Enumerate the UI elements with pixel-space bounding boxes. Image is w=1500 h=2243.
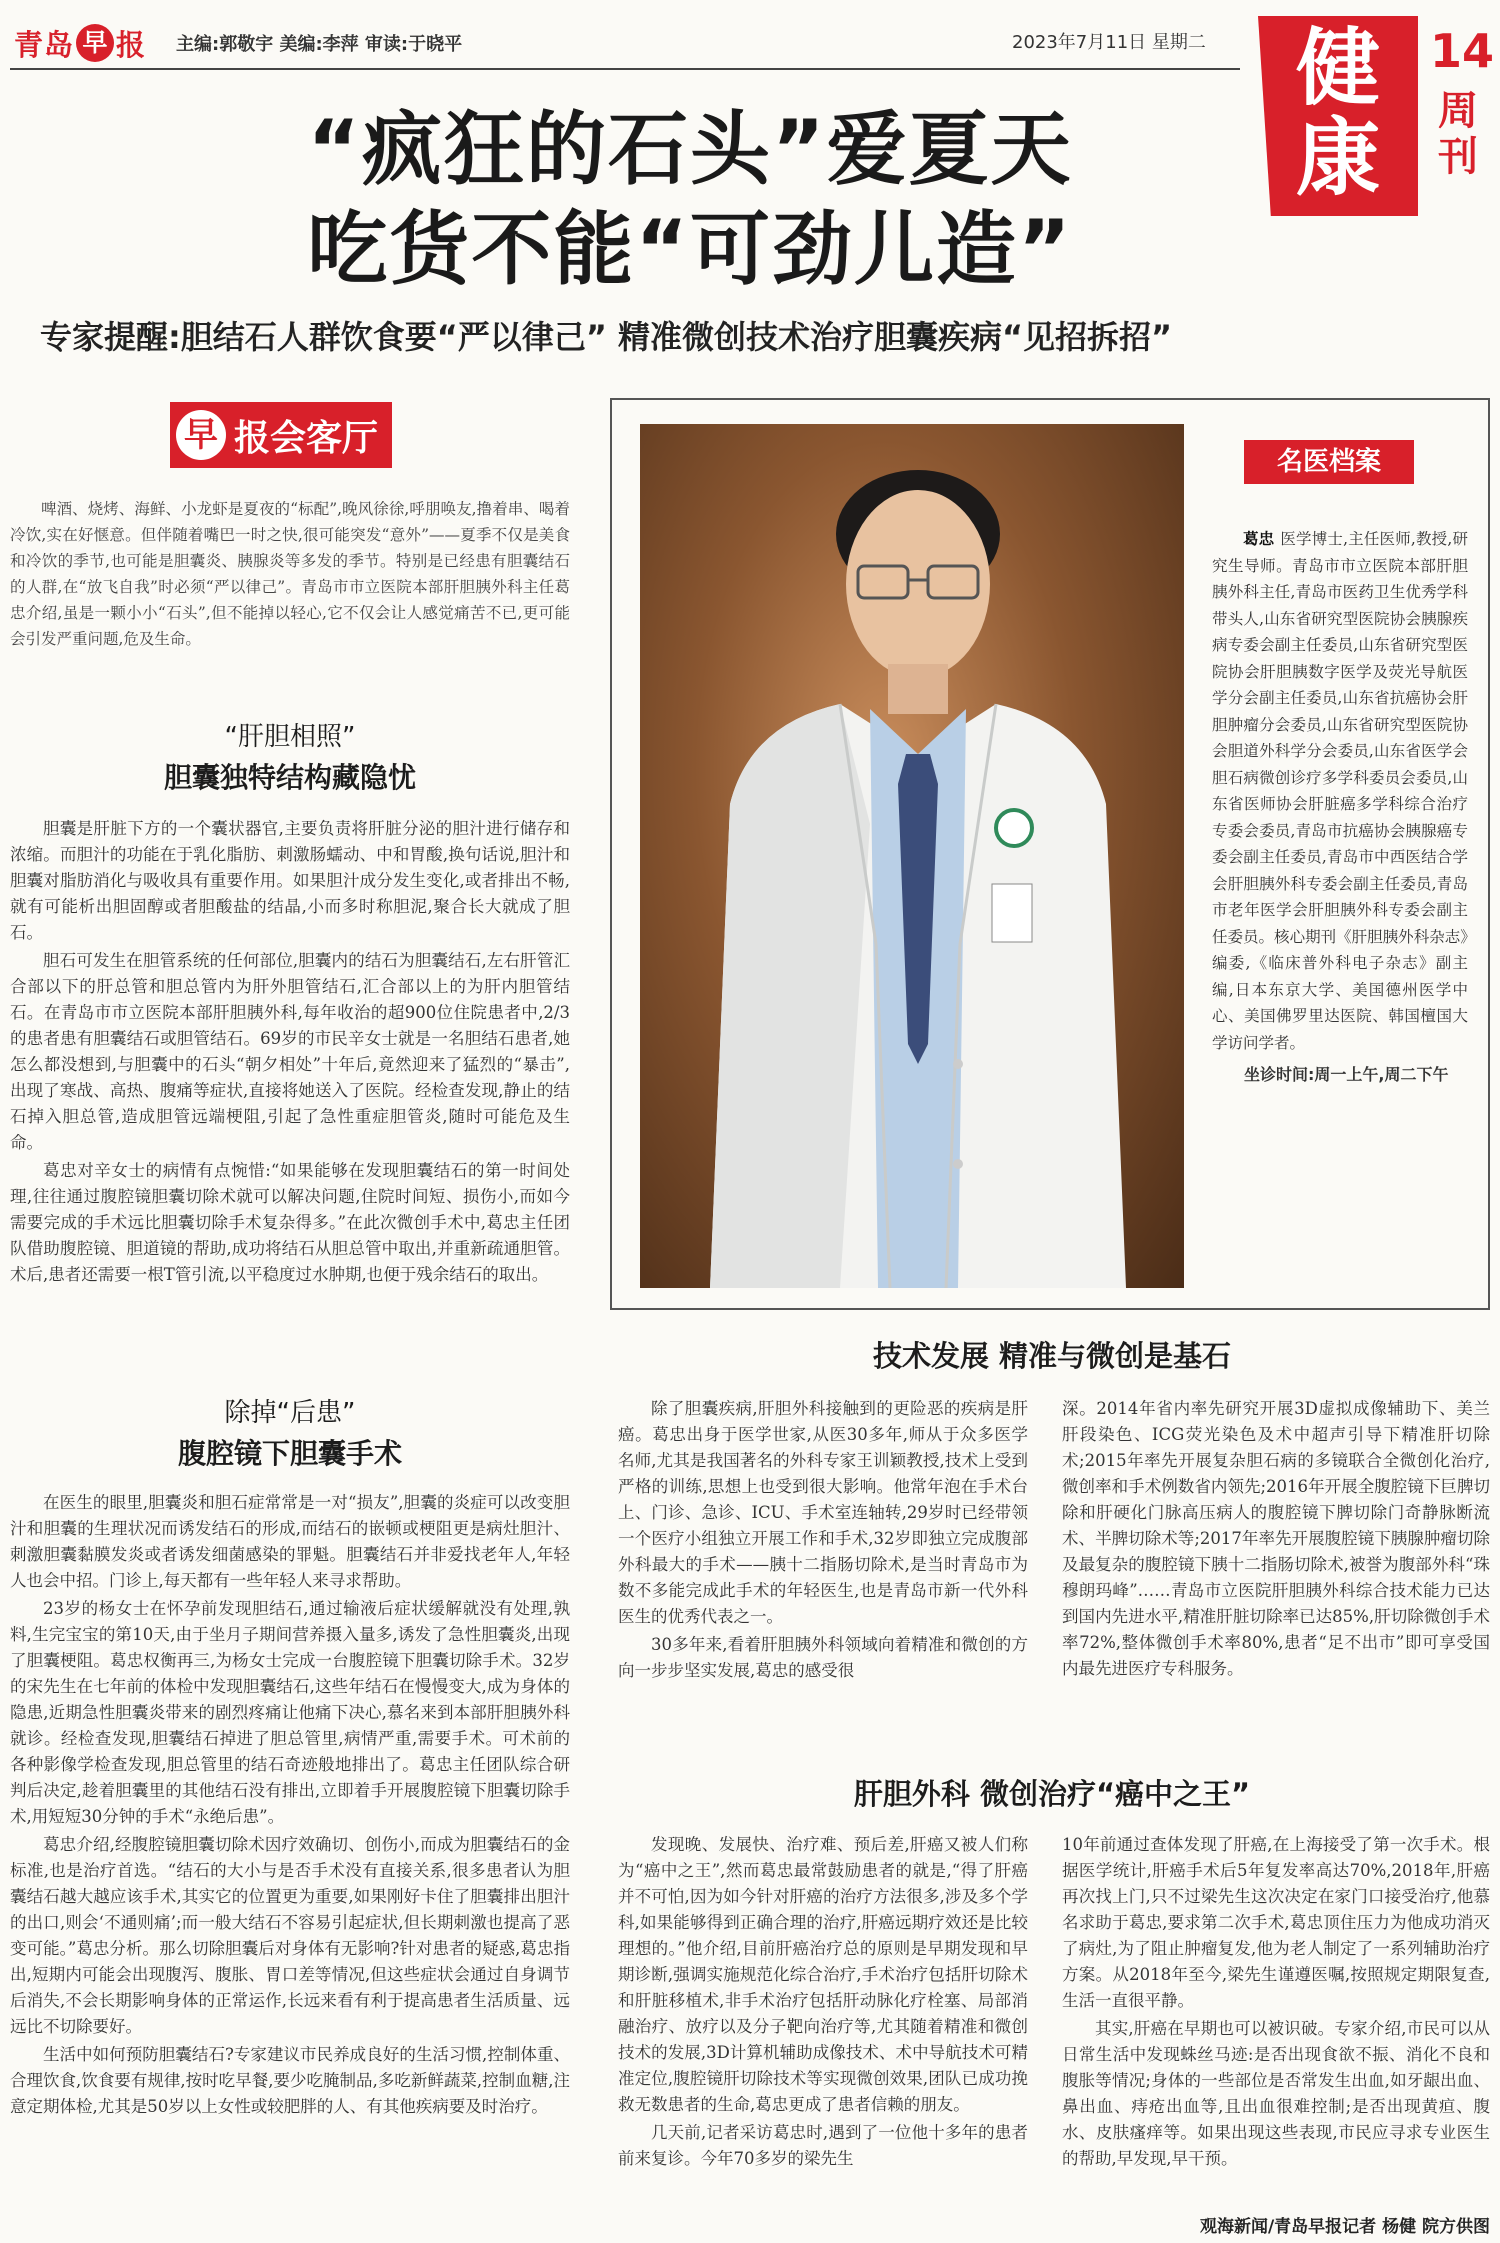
sec1-para-2: 胆石可发生在胆管系统的任何部位,胆囊内的结石为胆囊结石,左右肝管汇合部以下的肝总管和胆总管内为肝外胆管结石,汇合部以上的为肝内胆管结石。在青岛市市立医院本部肝胆胰外科,每年收治的超900位住院患者中,2/3的患者患有胆囊结石或胆管结石。69岁的市民辛女士就是一名胆结石患者,她怎么都没想到,与胆囊中的石头“朝夕相处”十年后,竟然迎来了猛烈的“暴击”,出现了寒战、高热、腹痛等症状,直接将她送入了医院。经检查发现,静止的结石掉入胆总管,造成胆管远端梗阻,引起了急性重症胆管炎,随时可能危及生命。 bbox=[10, 951, 570, 1152]
column-tag-text: 报会客厅 bbox=[234, 417, 379, 459]
sec4-right-para-1: 10年前通过查体发现了肝癌,在上海接受了第一次手术。根据医学统计,肝癌手术后5年复发率高达70%,2018年,肝癌再次找上门,只不过梁先生这次决定在家门口接受治疗,他慕名求助于葛忠,要求第二次手术,葛忠顶住压力为他成功消灭了病灶,为了阻止肿瘤复发,他为老人制定了一系列辅助治疗方案。从2018年至今,梁先生谨遵医嘱,按照规定期限复查,生活一直很平静。 bbox=[1062, 1835, 1490, 2010]
headline-line-2: 吃货不能“可劲儿造” bbox=[307, 203, 1073, 296]
sec4-left-para-2: 几天前,记者采访葛忠时,遇到了一位他十多年的患者前来复诊。今年70多岁的梁先生 bbox=[618, 2123, 1028, 2168]
section-title-kang: 康 bbox=[1295, 109, 1380, 207]
headline-line-1: “疯狂的石头”爱夏天 bbox=[307, 103, 1073, 196]
profile-name: 葛忠 bbox=[1243, 530, 1275, 548]
newspaper-logo bbox=[14, 22, 145, 64]
sec3-left-para-2: 30多年来,看着肝胆胰外科领域向着精准和微创的方向一步步坚实发展,葛忠的感受很 bbox=[618, 1635, 1028, 1680]
sec3-col-left bbox=[618, 1396, 1028, 1684]
clinic-hours-label: 坐诊时间: bbox=[1244, 1065, 1315, 1084]
sec2-body bbox=[10, 1490, 570, 2120]
sec3-right-para-1: 深。2014年省内率先研究开展3D虚拟成像辅助下、美兰肝段染色、ICG荧光染色及术中超声引导下精准肝切除术;2015年率先开展复杂胆石病的多镜联合全微创化治疗,微创率和手术例数省内领先;2016年开展全腹腔镜下巨脾切除和肝硬化门脉高压病人的腹腔镜下脾切除门奇静脉断流术、半脾切除术等;2017年率先开展腹腔镜下胰腺肿瘤切除及最复杂的腹腔镜下胰十二指肠切除术,被誉为腹部外科“珠穆朗玛峰”……青岛市立医院肝胆胰外科综合技术能力已达到国内先进水平,精准肝脏切除率已达85%,肝切除微创手术率72%,整体微创手术率80%,患者“足不出市”即可享受国内最先进医疗专科服务。 bbox=[1062, 1399, 1490, 1678]
sec4-title: 肝胆外科 微创治疗“癌中之王” bbox=[853, 1777, 1251, 1811]
sec1-title: 胆囊独特结构藏隐忧 bbox=[163, 761, 416, 794]
sec4-right-para-2: 其实,肝癌在早期也可以被识破。专家介绍,市民可以从日常生活中发现蛛丝马迹:是否出现食欲不振、消化不良和腹胀等情况;身体的一些部位是否常发生出血,如牙龈出血、鼻出血、痔疮出血等,且出血很难控制;是否出现黄疸、腹水、皮肤瘙痒等。如果出现这些表现,市民应寻求专业医生的帮助,早发现,早干预。 bbox=[1062, 2019, 1490, 2168]
logo-text-left: 青岛 bbox=[14, 27, 75, 62]
sec2-para-3: 葛忠介绍,经腹腔镜胆囊切除术因疗效确切、创伤小,而成为胆囊结石的金标准,也是治疗首选。“结石的大小与是否手术没有直接关系,很多患者认为胆囊结石越大越应该手术,其实它的位置更为重要,如果刚好卡住了胆囊排出胆汁的出口,则会‘不通则痛’;而一般大结石不容易引起症状,但长期刺激也提高了恶变可能。”葛忠分析。那么切除胆囊后对身体有无影响?针对患者的疑惑,葛忠指出,短期内可能会出现腹泻、腹胀、胃口差等情况,但这些症状会通过自身调节后消失,不会长期影响身体的正常运作,长远来看有利于提高患者生活质量、远远比不切除要好。 bbox=[10, 1835, 570, 2036]
sec4-col-left bbox=[618, 1832, 1028, 2172]
logo-text-right: 报 bbox=[116, 27, 146, 62]
byline: 观海新闻/青岛早报记者 杨健 院方供图 bbox=[1199, 2217, 1490, 2237]
sec3-col-right bbox=[1062, 1396, 1490, 1682]
clinic-hours bbox=[1212, 1062, 1468, 1089]
page-number: 14 bbox=[1430, 24, 1495, 78]
sec4-col-right bbox=[1062, 1832, 1490, 2172]
sec1-para-1: 胆囊是肝脏下方的一个囊状器官,主要负责将肝脏分泌的胆汁进行储存和浓缩。而胆汁的功能在于乳化脂肪、刺激肠蠕动、中和胃酸,换句话说,胆汁和胆囊对脂肪消化与吸收具有重要作用。如果胆汁成分发生变化,或者排出不畅,就有可能析出胆固醇或者胆酸盐的结晶,小而多时称胆泥,聚合长大就成了胆石。 bbox=[10, 819, 570, 942]
profile-bio: 医学博士,主任医师,教授,研究生导师。青岛市市立医院本部肝胆胰外科主任,青岛市医药卫生优秀学科带头人,山东省研究型医院协会胰腺疾病专委会副主任委员,山东省研究型医院协会肝胆胰数字医学及荧光导航医学分会副主任委员,山东省抗癌协会肝胆肿瘤分会委员,山东省研究型医院协会胆道外科学分会委员,山东省医学会胆石病微创诊疗多学科委员会委员,山东省医师协会肝脏癌多学科综合治疗专委会委员,青岛市抗癌协会胰腺癌专委会副主任委员,青岛市中西医结合学会肝胆胰外科专委会副主任委员,青岛市老年医学会肝胆胰外科专委会副主任委员。核心期刊《肝胆胰外科杂志》编委,《临床普外科电子杂志》副主编,日本东京大学、美国德州医学中心、美国佛罗里达医院、韩国檀国大学访问学者。 bbox=[1212, 530, 1468, 1052]
section-flag bbox=[1258, 16, 1495, 216]
column-tag-glyph: 早 bbox=[176, 410, 226, 460]
sec1-body bbox=[10, 816, 570, 1288]
sec1-para-3: 葛忠对辛女士的病情有点惋惜:“如果能够在发现胆囊结石的第一时间处理,往往通过腹腔镜胆囊切除术就可以解决问题,住院时间短、损伤小,而如今需要完成的手术远比胆囊切除手术复杂得多。”在此次微创手术中,葛忠主任团队借助腹腔镜、胆道镜的帮助,成功将结石从胆总管中取出,并重新疏通胆管。术后,患者还需要一根T管引流,以平稳度过水肿期,也便于残余结石的取出。 bbox=[10, 1161, 570, 1284]
column-tag bbox=[170, 402, 392, 468]
masthead-rule bbox=[10, 68, 1240, 70]
sec3-title: 技术发展 精准与微创是基石 bbox=[872, 1339, 1232, 1373]
editors-line: 主编:郭敬宇 美编:李萍 审读:于晓平 bbox=[176, 34, 463, 55]
issue-date: 2023年7月11日 星期二 bbox=[1012, 32, 1206, 53]
section-title-jian: 健 bbox=[1295, 19, 1380, 117]
doctor-photo bbox=[640, 424, 1184, 1288]
sec2-para-1: 在医生的眼里,胆囊炎和胆石症常常是一对“损友”,胆囊的炎症可以改变胆汁和胆囊的生理状况而诱发结石的形成,而结石的嵌顿或梗阻更是病灶胆汁、刺激胆囊黏膜发炎或者诱发细菌感染的罪魁。胆囊结石并非爱找老年人,年轻人也会中招。门诊上,每天都有一些年轻人来寻求帮助。 bbox=[10, 1493, 570, 1590]
clinic-hours-value: 周一上午,周二下午 bbox=[1314, 1065, 1449, 1084]
logo-circle-glyph: 早 bbox=[76, 24, 114, 62]
profile-text bbox=[1212, 526, 1468, 1089]
sec3-left-para-1: 除了胆囊疾病,肝胆外科接触到的更险恶的疾病是肝癌。葛忠出身于医学世家,从医30多年,师从于众多医学名师,尤其是我国著名的外科专家王训颖教授,技术上受到严格的训练,思想上也受到很大影响。他常年泡在手术台上、门诊、急诊、ICU、手术室连轴转,29岁时已经带领一个医疗小组独立开展工作和手术,32岁即独立完成腹部外科最大的手术——胰十二指肠切除术,是当时青岛市为数不多能完成此手术的年轻医生,也是青岛市新一代外科医生的优秀代表之一。 bbox=[618, 1399, 1028, 1626]
sec2-title: 腹腔镜下胆囊手术 bbox=[177, 1437, 402, 1470]
sec1-kicker: “肝胆相照” bbox=[224, 722, 356, 752]
sec2-para-4: 生活中如何预防胆囊结石?专家建议市民养成良好的生活习惯,控制体重、合理饮食,饮食要有规律,按时吃早餐,要少吃腌制品,多吃新鲜蔬菜,控制血糖,注意定期体检,尤其是50岁以上女性或较肥胖的人、有其他疾病要及时治疗。 bbox=[10, 2045, 570, 2116]
sec4-left-para-1: 发现晚、发展快、治疗难、预后差,肝癌又被人们称为“癌中之王”,然而葛忠最常鼓励患者的就是,“得了肝癌并不可怕,因为如今针对肝癌的治疗方法很多,涉及多个学科,如果能够得到正确合理的治疗,肝癌远期疗效还是比较理想的。”他介绍,目前肝癌治疗总的原则是早期发现和早期诊断,强调实施规范化综合治疗,手术治疗包括肝切除术和肝脏移植术,非手术治疗包括肝动脉化疗栓塞、局部消融治疗、放疗以及分子靶向治疗等,尤其随着精准和微创技术的发展,3D计算机辅助成像技术、术中导航技术可精准定位,腹腔镜肝切除技术等实现微创效果,团队已成功挽救无数患者的生命,葛忠更成了患者信赖的朋友。 bbox=[618, 1835, 1028, 2114]
sec2-para-2: 23岁的杨女士在怀孕前发现胆结石,通过输液后症状缓解就没有处理,孰料,生完宝宝的第10天,由于坐月子期间营养摄入量多,诱发了急性胆囊炎,出现了胆囊梗阻。葛忠权衡再三,为杨女士完成一台腹腔镜下胆囊切除手术。32岁的宋先生在七年前的体检中发现胆囊结石,这些年结石在慢慢变大,成为身体的隐患,近期急性胆囊炎带来的剧烈疼痛让他痛下决心,慕名来到本部肝胆胰外科就诊。经检查发现,胆囊结石掉进了胆总管里,病情严重,需要手术。可术前的各种影像学检查发现,胆总管里的结石奇迹般地排出了。葛忠主任团队综合研判后决定,趁着胆囊里的其他结石没有排出,立即着手开展腹腔镜下胆囊切除手术,用短短30分钟的手术“永绝后患”。 bbox=[10, 1599, 570, 1826]
doctor-figure-icon bbox=[640, 424, 1184, 1288]
subheadline: 专家提醒:胆结石人群饮食要“严以律己” 精准微创技术治疗胆囊疾病“见招拆招” bbox=[40, 318, 1173, 356]
weekly-label: 周刊 bbox=[1438, 88, 1478, 180]
profile-tag: 名医档案 bbox=[1244, 440, 1414, 484]
sec2-kicker: 除掉“后患” bbox=[224, 1398, 356, 1428]
intro-paragraph: 啤酒、烧烤、海鲜、小龙虾是夏夜的“标配”,晚风徐徐,呼朋唤友,撸着串、喝着冷饮,实在好惬意。但伴随着嘴巴一时之快,很可能突发“意外”——夏季不仅是美食和冷饮的季节,也可能是胆囊炎、胰腺炎等多发的季节。特别是已经患有胆囊结石的人群,在“放飞自我”时必须“严以律己”。青岛市市立医院本部肝胆胰外科主任葛忠介绍,虽是一颗小小“石头”,但不能掉以轻心,它不仅会让人感觉痛苦不已,更可能会引发严重问题,危及生命。 bbox=[10, 500, 570, 648]
